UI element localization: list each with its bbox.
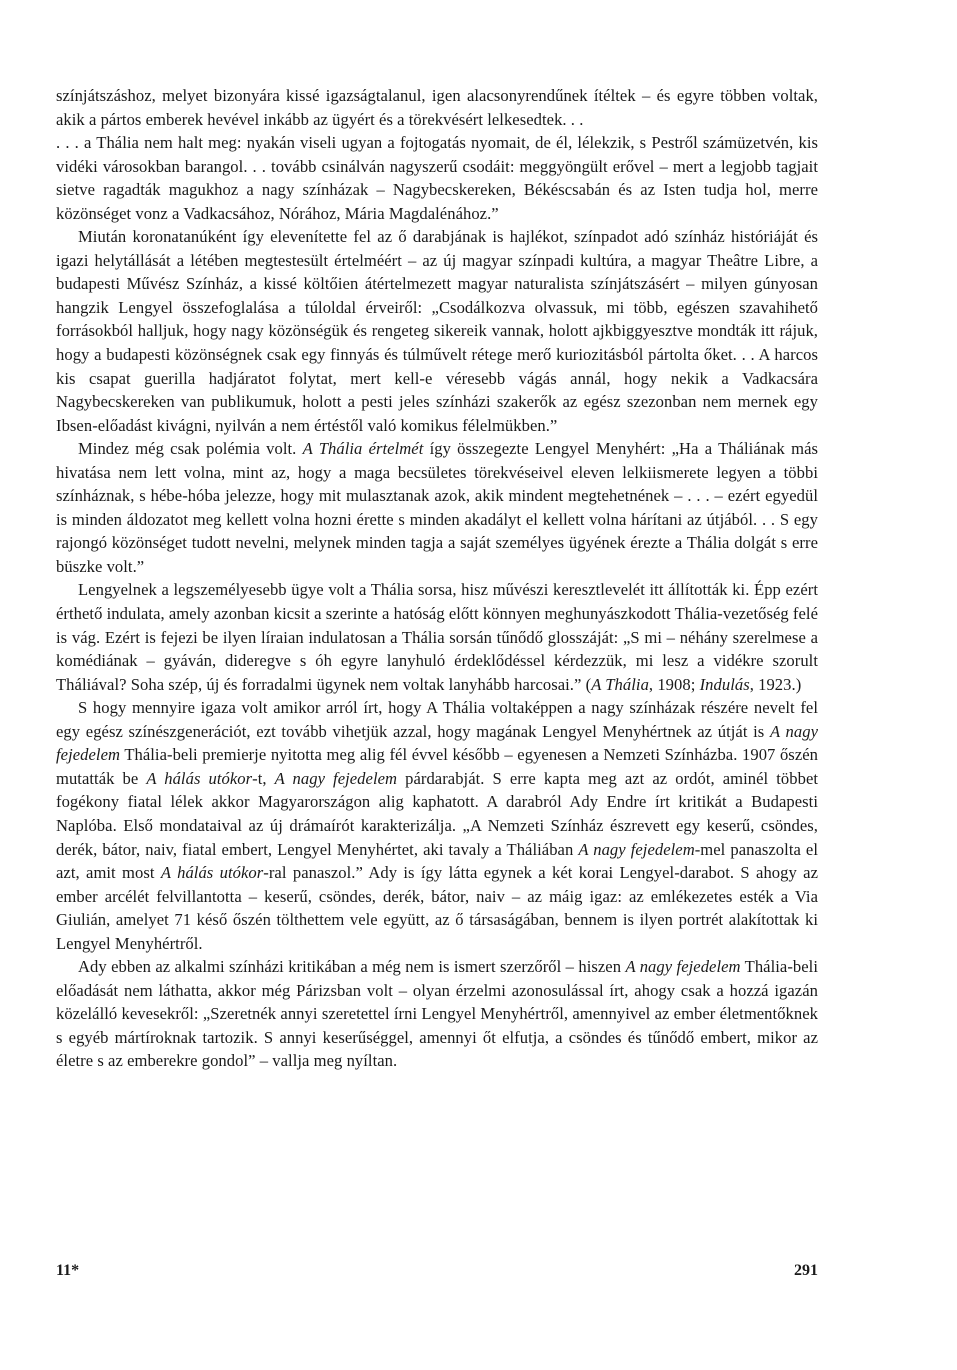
text-run: -t, bbox=[252, 768, 275, 788]
text-run: . . . a Thália nem halt meg: nyakán viseli ugyan a fojtogatás nyomait, de él, lélekzik, s Pestről számüzetvén, kis vidéki városokban barangol. . . tovább csinálván nagyszerű csodáit: meggyöngült erővel – mert a legjobb tagjait sietve ragadták magukhoz a nagy színházak – Nagybecskereken, Békéscsabán és az Isten tudja hol, merre közönséget vonz a Vadkacsához, Nórához, Mária Magdalénához.” bbox=[56, 133, 818, 223]
text-run: Thália-beli előadását nem láthatta, akkor még Párizsban volt – olyan érzelmi azonosulással írt, ahogy csak a hozzá igazán közelálló kevesekről: „Szeretnék annyi szeretettel írni Lengyel Menyhértről, amennyivel az ember életmentőknek s egyéb mártíroknak tartozik. S annyi keserűséggel, amennyi őt elfutja, a csöndes és tűnődő embert, mikor az életre s az emberekre gondol” – vallja meg nyíltan. bbox=[56, 957, 818, 1071]
signature-mark: 11* bbox=[56, 1262, 80, 1279]
italic-title: A nagy fejedelem bbox=[56, 721, 818, 765]
paragraph bbox=[56, 437, 818, 578]
text-run: Lengyelnek a legszemélyesebb ügye volt a Thália sorsa, hisz művészi keresztlevelét itt állították ki. Épp ezért érthető indulata, amely azonban kicsit a szerinte a hatóság előtt könnyen meghunyászkodott Thália-vezetőség felé is vág. Ezért is fejezi be ilyen líraian indulatosan a Thália sorsán tűnődő glosszáját: „S mi – néhány szerelmese a komédiának – gyáván, dideregve s óh egyre lanyhuló érdeklődéssel kérdezzük, mi lesz a vidékre szorult Tháliával? Soha szép, új és forradalmi ügynek nem voltak lanyhább harcosai.” ( bbox=[56, 580, 818, 694]
text-run: Miután koronatanúként így elevenítette fel az ő darabjának is hajlékot, színpadot adó színház históriáját és igazi helytállását a létében megtestesült értelméért – az új magyar színpadi kultúra, a magyar Theâtre Libre, a budapesti Művész Színház, a kissé költőien átértelmezett magyar naturalista színjátszásért – milyen gúnyosan hangzik Lengyel összefoglalása a túloldal érveiről: „Csodálkozva olvassuk, mi több, egészen szavahihető forrásokból halljuk, hogy nagy közönségük és rengeteg sikereik vannak, holott ajkbiggyesztve mondták itt rájuk, hogy a budapesti közönségnek csak egy finnyás és túlművelt rétege merő kuriozitásból pártolta őket. . . A harcos kis csapat guerilla hadjáratot folytat, mert kell-e véresebb vágás annál, hogy nekik a Vadkacsára Nagybecskereken van publikumuk, holott a pesti jeles színházi szakerők az egész szezonban nem mernek egy Ibsen-előadást kivágni, nyilván a nem értéstől való komikus félelmükben.” bbox=[56, 227, 818, 435]
italic-title: A hálás utókor bbox=[160, 863, 264, 883]
paragraph bbox=[56, 578, 818, 696]
text-run: -mel panaszolta el azt, amit most bbox=[56, 839, 818, 883]
paragraph bbox=[56, 955, 818, 1073]
text-run: Ady ebben az alkalmi színházi kritikában a még nem is ismert szerzőről – hiszen bbox=[78, 957, 626, 977]
text-run: , 1923.) bbox=[749, 674, 802, 694]
text-run: Mindez még csak polémia volt. bbox=[78, 439, 303, 459]
text-run: Thália-beli premierje nyitotta meg alig fél évvel később – egyenesen a Nemzeti Színházba. 1907 őszén mutatták be bbox=[56, 745, 818, 788]
text-run: színjátszáshoz, melyet bizonyára kissé igazságtalanul, igen alacsonyrendűnek ítéltek – és egyre többen voltak, akik a pártos emberek hevével inkább az ügyért és a törekvésért lelkesedtek. . . bbox=[56, 86, 818, 129]
text-run: -ral panaszol.” Ady is így látta egynek a két korai Lengyel-darabot. S ahogy az ember arcélét felvillantotta – keserű, csöndes, derék, bátor, naiv – az máig igaz: az emlékezetes esték a Via Giulián, amelyet 71 késő őszén tölthettem vele együtt, az ő társaságában, bennem is ilyen portrét alakítottak ki Lengyel Menyhértről. bbox=[56, 863, 819, 953]
paragraph bbox=[56, 225, 818, 437]
italic-title: A nagy fejedelem bbox=[625, 957, 741, 977]
paragraph bbox=[56, 696, 818, 955]
text-run: így összegezte Lengyel Menyhért: „Ha a Tháliának más hivatása nem lett volna, mint az, hogy a maga becsületes törekvéseivel eleven lelkiismerete legyen a többi színháznak, s hébe-hóba jelezze, hogy mit mulasztanak azok, akik mindent megtehetnének – . . . – ezért egyedül is minden áldozatot meg kellett volna hozni érette s minden akadályt el kellett volna hárítani az útjából. . . S egy rajongó közönséget tudott nevelni, melynek minden tagja a saját személyes ügyének érezte a Thália dolgát s erre büszke volt.” bbox=[56, 439, 818, 576]
italic-title: A Thália értelmét bbox=[302, 439, 424, 459]
paragraph bbox=[56, 84, 818, 131]
text-run: párdarabját. S erre kapta meg azt az ordót, aminél többet fogékony fiatal lélek akkor Magyarországon alig kaphatott. A darabról Ady Endre írt kritikát a Budapesti Naplóba. Első mondataival az új drámaírót karakterizálja. „A Nemzeti Színház észrevett egy keserű, csöndes, derék, bátor, naiv, fiatal embert, Lengyel Menyhértet, aki tavaly a Tháliában bbox=[56, 768, 819, 859]
italic-title: A hálás utókor bbox=[146, 768, 253, 788]
text-run: , 1908; bbox=[648, 674, 700, 694]
page-number: 291 bbox=[794, 1262, 818, 1279]
italic-title: A nagy fejedelem bbox=[274, 768, 398, 788]
italic-title: Indulás bbox=[699, 674, 750, 694]
paragraph bbox=[56, 131, 818, 225]
body-text bbox=[56, 84, 818, 1073]
italic-title: A nagy fejedelem bbox=[578, 839, 695, 859]
text-run: S hogy mennyire igaza volt amikor arról írt, hogy A Thália voltaképpen a nagy színházak részére nevelt fel egy egész színészgenerációt, ezt tovább vihetjük azzal, hogy magának Lengyel Menyhértnek az útját is bbox=[56, 698, 818, 741]
italic-title: A Thália bbox=[591, 674, 649, 694]
